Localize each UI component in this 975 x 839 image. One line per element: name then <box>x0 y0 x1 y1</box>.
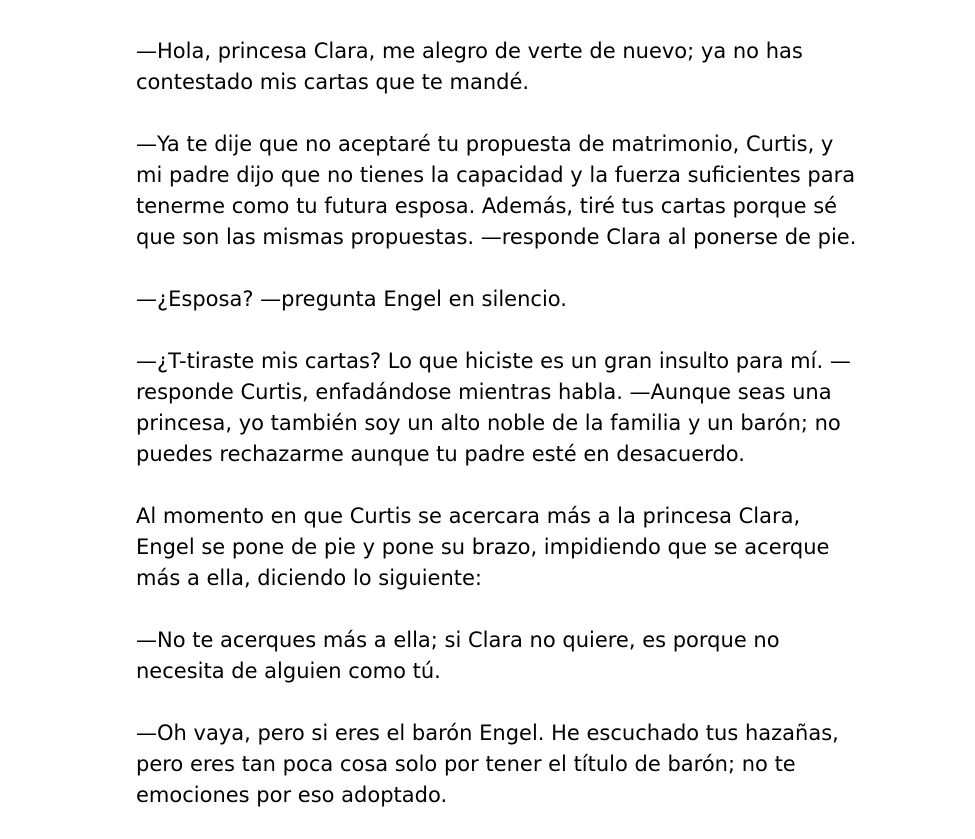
paragraph-1 <box>136 36 856 98</box>
text-line: —¿Esposa? —pregunta Engel en silencio. <box>136 287 567 311</box>
text-line: que son las mismas propuestas. —responde Clara al ponerse de pie. <box>136 225 857 249</box>
text-line: responde Curtis, enfadándose mientras habla. —Aunque seas una <box>136 380 832 404</box>
document-text <box>136 36 856 811</box>
text-line: tenerme como tu futura esposa. Además, tiré tus cartas porque sé <box>136 194 838 218</box>
paragraph-3 <box>136 284 856 315</box>
text-line: —Hola, princesa Clara, me alegro de verte de nuevo; ya no has <box>136 39 803 63</box>
paragraph-5 <box>136 501 856 594</box>
paragraph-2 <box>136 129 856 253</box>
text-line: Al momento en que Curtis se acercara más a la princesa Clara, <box>136 504 801 528</box>
paragraph-6 <box>136 625 856 687</box>
text-line: mi padre dijo que no tienes la capacidad y la fuerza suficientes para <box>136 163 856 187</box>
text-line: emociones por eso adoptado. <box>136 783 448 807</box>
text-line: princesa, yo también soy un alto noble de la familia y un barón; no <box>136 411 841 435</box>
text-line: contestado mis cartas que te mandé. <box>136 70 530 94</box>
text-line: —No te acerques más a ella; si Clara no quiere, es porque no <box>136 628 780 652</box>
paragraph-4 <box>136 346 856 470</box>
text-line: pero eres tan poca cosa solo por tener el título de barón; no te <box>136 752 796 776</box>
text-line: —¿T-tiraste mis cartas? Lo que hiciste es un gran insulto para mí. — <box>136 349 851 373</box>
text-line: más a ella, diciendo lo siguiente: <box>136 566 482 590</box>
text-line: puedes rechazarme aunque tu padre esté en desacuerdo. <box>136 442 745 466</box>
text-line: —Oh vaya, pero si eres el barón Engel. He escuchado tus hazañas, <box>136 721 839 745</box>
paragraph-7 <box>136 718 856 811</box>
text-line: necesita de alguien como tú. <box>136 659 441 683</box>
text-line: Engel se pone de pie y pone su brazo, impidiendo que se acerque <box>136 535 830 559</box>
text-line: —Ya te dije que no aceptaré tu propuesta de matrimonio, Curtis, y <box>136 132 834 156</box>
